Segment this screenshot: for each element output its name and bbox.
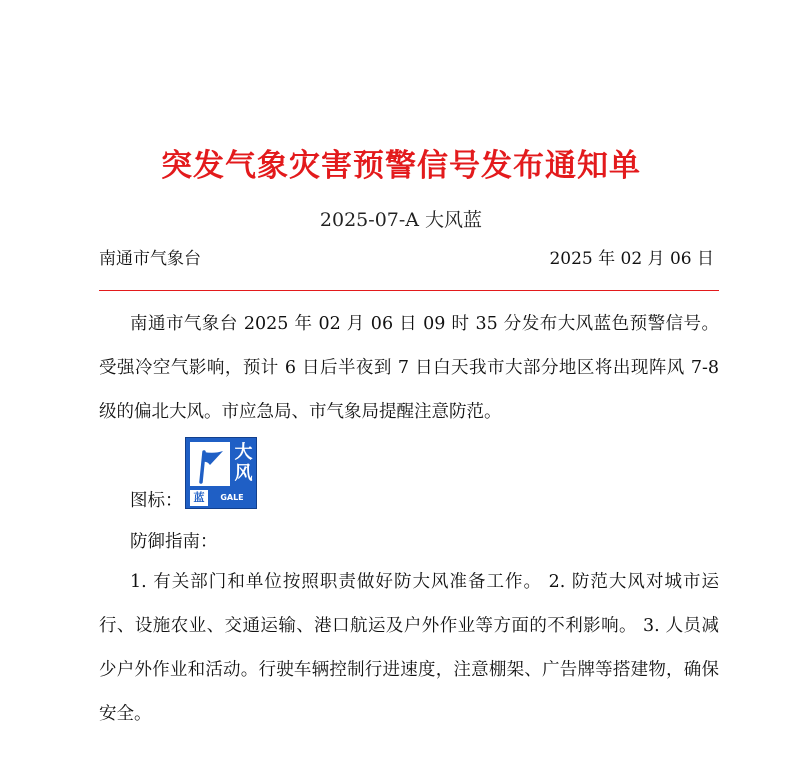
warning-body: 南通市气象台 2025 年 02 月 06 日 09 时 35 分发布大风蓝色预警信号。受强冷空气影响，预计 6 日后半夜到 7 日白天我市大部分地区将出现阵风 7-8 级的偏北大风。市应急局、市气象局提醒注意防范。 — [99, 314, 719, 422]
guide-heading: 防御指南： — [130, 532, 218, 552]
signal-english: GALE — [220, 493, 244, 502]
signal-level-char: 蓝 — [190, 490, 208, 506]
flag-icon — [190, 442, 230, 486]
gale-blue-warning-icon — [185, 437, 257, 509]
guide-text: 1. 有关部门和单位按照职责做好防大风准备工作。 2. 防范大风对城市运行、设施农业、交通运输、港口航运及户外作业等方面的不利影响。 3. 人员减少户外作业和活动。行驶车辆控制行进速度，注意棚架、广告牌等搭建物，确保安全。 — [99, 572, 719, 724]
issuer-name: 南通市气象台 — [99, 249, 201, 269]
signal-chars: 大 风 — [234, 442, 253, 484]
issue-date: 2025 年 02 月 06 日 — [549, 249, 714, 269]
document-title: 突发气象灾害预警信号发布通知单 — [161, 148, 641, 184]
red-divider — [99, 290, 719, 291]
document-number: 2025-07-A 大风蓝 — [319, 209, 483, 231]
icon-label: 图标： — [130, 491, 183, 511]
